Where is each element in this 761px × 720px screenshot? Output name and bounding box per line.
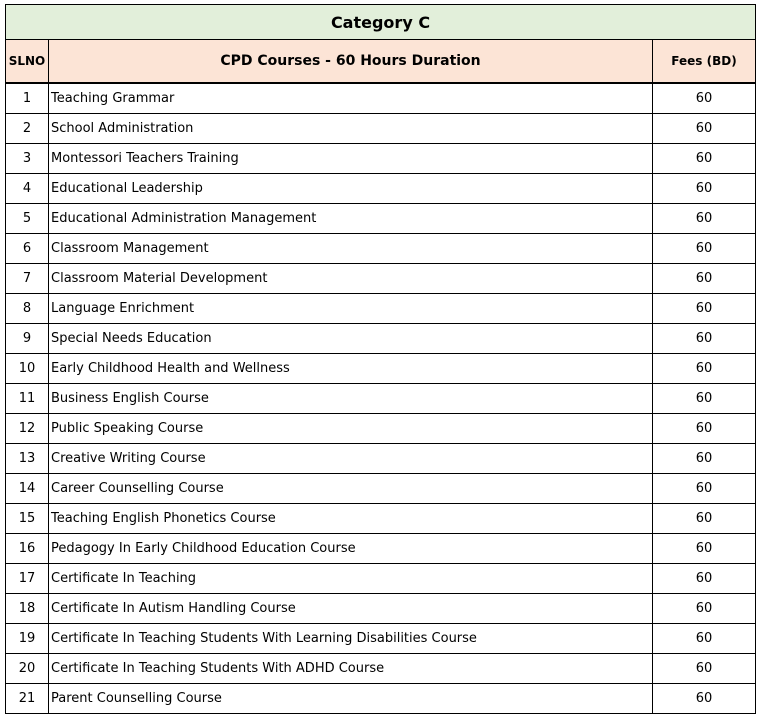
row-fee: 60 [653,174,756,204]
row-course-name: Certificate In Autism Handling Course [49,594,653,624]
row-fee: 60 [653,594,756,624]
row-number: 1 [6,83,49,114]
row-fee: 60 [653,114,756,144]
row-fee: 60 [653,384,756,414]
row-number: 16 [6,534,49,564]
row-fee: 60 [653,294,756,324]
row-fee: 60 [653,354,756,384]
table-row [6,174,756,204]
row-course-name: Career Counselling Course [49,474,653,504]
header-row [6,40,756,84]
row-fee: 60 [653,684,756,714]
row-course-name: Teaching English Phonetics Course [49,504,653,534]
table-body [6,83,756,714]
row-course-name: Teaching Grammar [49,83,653,114]
row-number: 9 [6,324,49,354]
row-number: 20 [6,654,49,684]
row-fee: 60 [653,204,756,234]
row-number: 2 [6,114,49,144]
table-row [6,234,756,264]
table-row [6,354,756,384]
row-number: 6 [6,234,49,264]
row-number: 12 [6,414,49,444]
row-course-name: Classroom Material Development [49,264,653,294]
row-course-name: Early Childhood Health and Wellness [49,354,653,384]
table-row [6,414,756,444]
row-fee: 60 [653,264,756,294]
row-number: 19 [6,624,49,654]
table-row [6,294,756,324]
header-fees: Fees (BD) [653,40,756,84]
row-fee: 60 [653,504,756,534]
table-row [6,144,756,174]
row-course-name: Educational Leadership [49,174,653,204]
row-number: 5 [6,204,49,234]
row-fee: 60 [653,624,756,654]
table-title: Category C [6,5,756,40]
row-number: 18 [6,594,49,624]
row-number: 4 [6,174,49,204]
table-row [6,684,756,714]
row-fee: 60 [653,234,756,264]
table-row [6,264,756,294]
row-course-name: Pedagogy In Early Childhood Education Course [49,534,653,564]
row-number: 13 [6,444,49,474]
row-number: 8 [6,294,49,324]
row-course-name: Certificate In Teaching [49,564,653,594]
row-course-name: Language Enrichment [49,294,653,324]
row-course-name: Certificate In Teaching Students With ADHD Course [49,654,653,684]
row-course-name: Public Speaking Course [49,414,653,444]
row-course-name: Educational Administration Management [49,204,653,234]
table-row [6,534,756,564]
row-fee: 60 [653,444,756,474]
row-course-name: Classroom Management [49,234,653,264]
row-course-name: Montessori Teachers Training [49,144,653,174]
table-row [6,504,756,534]
table-row [6,594,756,624]
header-slno: SLNO [6,40,49,84]
table-row [6,444,756,474]
row-fee: 60 [653,474,756,504]
row-course-name: Special Needs Education [49,324,653,354]
row-fee: 60 [653,144,756,174]
row-number: 7 [6,264,49,294]
row-fee: 60 [653,83,756,114]
row-number: 14 [6,474,49,504]
row-course-name: Business English Course [49,384,653,414]
table-row [6,324,756,354]
row-number: 10 [6,354,49,384]
table-row [6,83,756,114]
row-number: 15 [6,504,49,534]
title-row [6,5,756,40]
course-fee-table [5,4,756,714]
row-number: 3 [6,144,49,174]
header-course: CPD Courses - 60 Hours Duration [49,40,653,84]
row-course-name: Parent Counselling Course [49,684,653,714]
table-row [6,654,756,684]
table-row [6,114,756,144]
row-number: 17 [6,564,49,594]
course-fee-table-container [5,4,756,714]
table-row [6,564,756,594]
row-number: 21 [6,684,49,714]
table-row [6,384,756,414]
row-fee: 60 [653,414,756,444]
table-row [6,624,756,654]
row-fee: 60 [653,564,756,594]
row-course-name: Certificate In Teaching Students With Learning Disabilities Course [49,624,653,654]
table-row [6,474,756,504]
row-number: 11 [6,384,49,414]
row-fee: 60 [653,534,756,564]
row-fee: 60 [653,324,756,354]
table-row [6,204,756,234]
row-fee: 60 [653,654,756,684]
row-course-name: Creative Writing Course [49,444,653,474]
row-course-name: School Administration [49,114,653,144]
